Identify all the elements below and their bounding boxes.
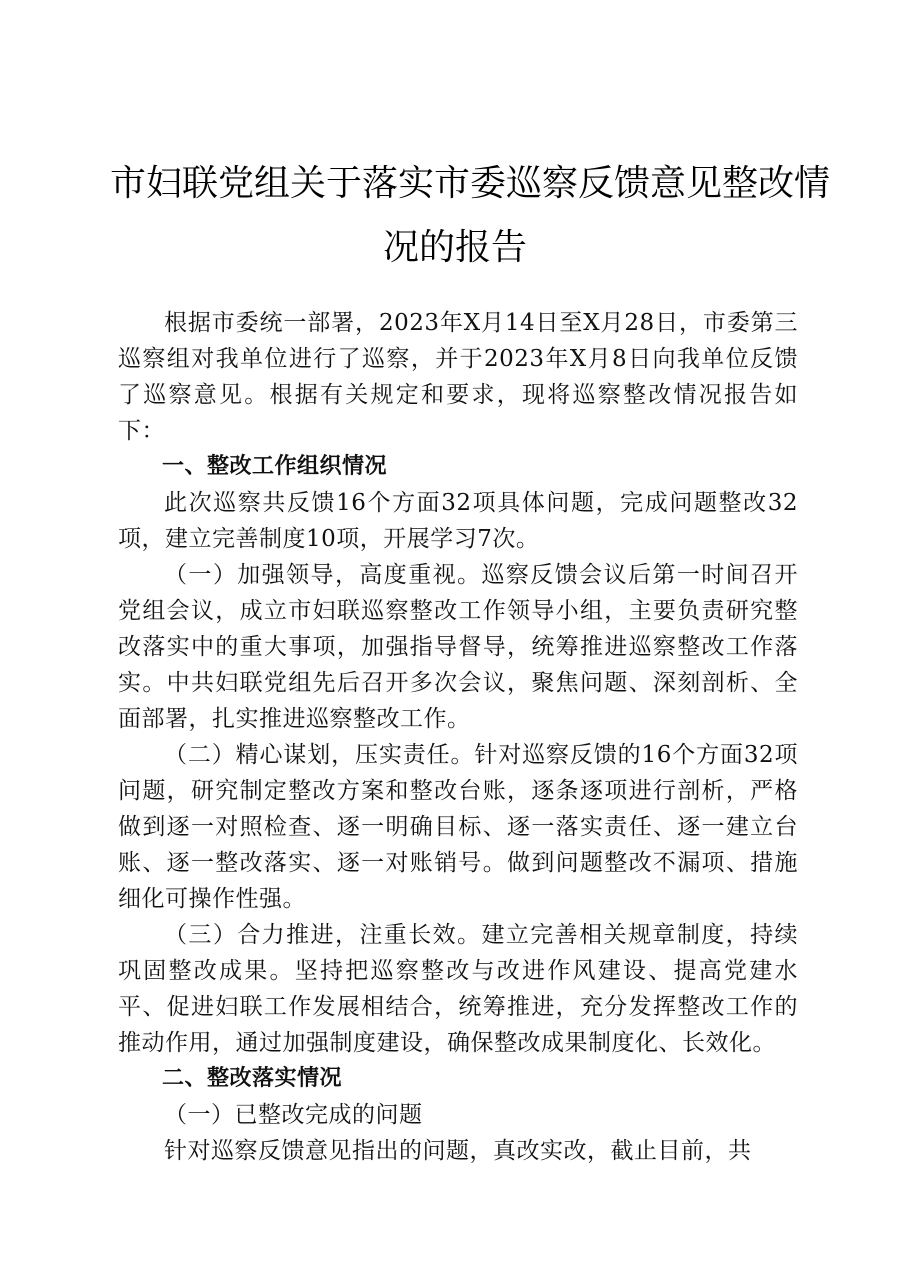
section-1-item-1: （一）加强领导，高度重视。巡察反馈会议后第一时间召开党组会议，成立市妇联巡察整改工作领导小组，主要负责研究整改落实中的重大事项，加强指导督导，统筹推进巡察整改工作落实。中共妇联党组先后召开多次会议，聚焦问题、深刻剖析、全面部署，扎实推进巡察整改工作。 [118, 562, 798, 732]
section-1-summary: 此次巡察共反馈16个方面32项具体问题，完成问题整改32项，建立完善制度10项，开展学习7次。 [118, 490, 798, 552]
document-title [110, 152, 831, 280]
section-2-subheading: （一）已整改完成的问题 [164, 1102, 423, 1128]
document-body [118, 305, 798, 1169]
section-1-item-2: （二）精心谋划，压实责任。针对巡察反馈的16个方面32项问题，研究制定整改方案和整改台账，逐条逐项进行剖析，严格做到逐一对照检查、逐一明确目标、逐一落实责任、逐一建立台账、逐一整改落实、逐一对账销号。做到问题整改不漏项、措施细化可操作性强。 [118, 742, 798, 912]
intro-paragraph: 根据市委统一部署，2023年X月14日至X月28日，市委第三巡察组对我单位进行了巡察，并于2023年X月8日向我单位反馈了巡察意见。根据有关规定和要求，现将巡察整改情况报告如下： [118, 310, 798, 444]
title-line-1: 市妇联党组关于落实市委巡察反馈意见整改情 [110, 163, 831, 204]
section-1-item-3: （三）合力推进，注重长效。建立完善相关规章制度，持续巩固整改成果。坚持把巡察整改与改进作风建设、提高党建水平、促进妇联工作发展相结合，统筹推进，充分发挥整改工作的推动作用，通过加强制度建设，确保整改成果制度化、长效化。 [118, 922, 798, 1056]
section-2-paragraph: 针对巡察反馈意见指出的问题，真改实改，截止目前，共 [164, 1138, 752, 1164]
title-line-2: 况的报告 [382, 227, 527, 268]
section-1-heading: 一、整改工作组织情况 [162, 454, 388, 479]
section-2-heading: 二、整改落实情况 [162, 1066, 343, 1091]
